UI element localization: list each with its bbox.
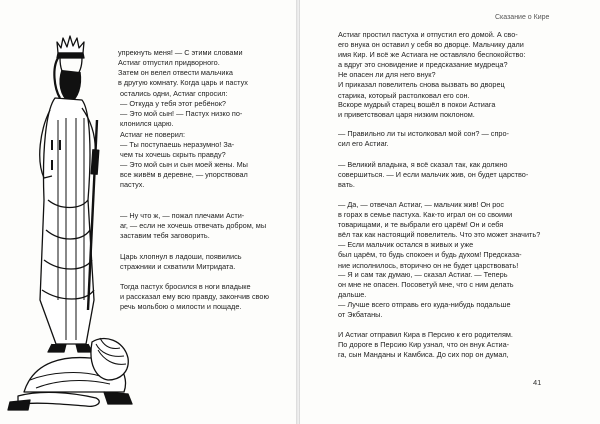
text-line: остались одни, Астиаг спросил:: [120, 89, 228, 98]
text-line: дальше.: [338, 290, 367, 300]
paragraph: [120, 160, 248, 190]
text-line: — Правильно ли ты истолковал мой сон? — спро-: [338, 129, 509, 138]
text-line: Астиаг простил пастуха и отпустил его домой. А сво-: [338, 30, 518, 39]
paragraph: [338, 100, 495, 120]
text-line: вать.: [338, 180, 355, 190]
paragraph: [120, 89, 242, 129]
text-line: И приказал повелитель снова вызвать во дворец: [338, 80, 505, 90]
text-line: а вдруг это сновидение и предсказание мудреца?: [338, 60, 508, 70]
text-line: старика, который растолковал его сон.: [338, 90, 470, 100]
text-line: Не опасен ли для него внук?: [338, 70, 436, 80]
paragraph: [338, 30, 525, 101]
paragraph: [118, 48, 248, 88]
paragraph: [120, 282, 269, 312]
text-line: — Я и сам так думаю, — сказал Астиаг. — Теперь: [338, 270, 508, 279]
text-line: стражники и схватили Митридата.: [120, 262, 236, 272]
text-line: И Астиаг отправил Кира в Персию к его родителям.: [338, 330, 513, 339]
text-line: Астиаг не поверил:: [120, 130, 186, 139]
right-page: [300, 0, 600, 424]
text-line: — Откуда у тебя этот ребёнок?: [120, 99, 226, 109]
text-line: упрекнуть меня! — С этими словами: [118, 48, 243, 57]
text-line: был царём, то будь спокоен и будь духом! Предсказа-: [338, 250, 522, 260]
text-line: Астиаг отпустил придворного.: [118, 58, 220, 68]
text-line: Тогда пастух бросился в ноги владыке: [120, 282, 251, 291]
text-line: Вскоре мудрый старец вошёл в покои Астиага: [338, 100, 496, 109]
paragraph: [338, 300, 511, 320]
text-line: ние исполнилось, вторично он не будет царствовать!: [338, 260, 519, 270]
paragraph: [338, 200, 540, 271]
text-line: — Это мой сын и сын моей жены. Мы: [120, 160, 248, 169]
text-line: пастух.: [120, 180, 145, 190]
text-line: га, сын Манданы и Камбиса. До сих пор он думал,: [338, 350, 509, 360]
text-line: — Великий владыка, я всё сказал так, как должно: [338, 160, 508, 169]
text-line: Затем он велел отвести мальчика: [118, 68, 233, 78]
left-page: [0, 0, 296, 424]
text-line: в горах в семье пастуха. Как-то играл он со своими: [338, 210, 513, 220]
text-line: сил его Астиаг.: [338, 139, 389, 149]
text-line: аг, — если не хочешь отвечать добром, мы: [120, 221, 267, 231]
paragraph: [120, 252, 242, 272]
text-line: — Да, — отвечал Астиаг, — мальчик жив! Он рос: [338, 200, 504, 209]
running-header: Сказание о Кире: [495, 14, 550, 21]
page-number: 41: [533, 378, 542, 387]
text-line: Царь хлопнул в ладоши, появились: [120, 252, 242, 261]
text-line: — Лучше всего отправь его куда-нибудь подальше: [338, 300, 511, 309]
text-line: — Если мальчик остался в живых и уже: [338, 240, 474, 250]
text-line: — Это мой сын! — Пастух низко по-: [120, 109, 243, 119]
text-line: чем ты хочешь скрыть правду?: [120, 150, 226, 160]
text-line: речь мольбою о милости и пощаде.: [120, 302, 242, 312]
text-line: товарищами, и те выбрали его царём! Он и себя: [338, 220, 504, 230]
text-line: имя Кир. И всё же Астиага не оставляло беспокойство:: [338, 50, 526, 60]
paragraph: [338, 330, 513, 360]
text-line: вёл так как настоящий повелитель. Что это может значить?: [338, 230, 541, 240]
paragraph: [120, 211, 266, 241]
text-line: все живём в деревне, — упорствовал: [120, 170, 248, 180]
text-line: от Экбатаны.: [338, 310, 383, 320]
text-line: и приветствовал царя низким поклоном.: [338, 110, 475, 120]
text-line: совершиться. — И если мальчик жив, он будет царство-: [338, 170, 529, 180]
text-line: По дороге в Персию Кир узнал, что он внук Астиа-: [338, 340, 510, 350]
text-line: его внука он оставил у себя во дворце. Мальчику дали: [338, 40, 524, 50]
paragraph: [338, 129, 509, 149]
text-line: заставим тебя заговорить.: [120, 231, 210, 241]
paragraph: [120, 130, 234, 160]
text-line: — Ну что ж, — пожал плечами Асти-: [120, 211, 245, 220]
text-line: в другую комнату. Когда царь и пастух: [118, 78, 248, 88]
paragraph: [338, 160, 528, 190]
text-line: клонился царю.: [120, 119, 174, 129]
text-line: — Ты поступаешь неразумно! За-: [120, 140, 235, 150]
paragraph: [338, 270, 514, 300]
text-line: и рассказал ему всю правду, закончив свою: [120, 292, 269, 302]
text-line: он мне не опасен. Посоветуй мне, что с ним делать: [338, 280, 514, 290]
